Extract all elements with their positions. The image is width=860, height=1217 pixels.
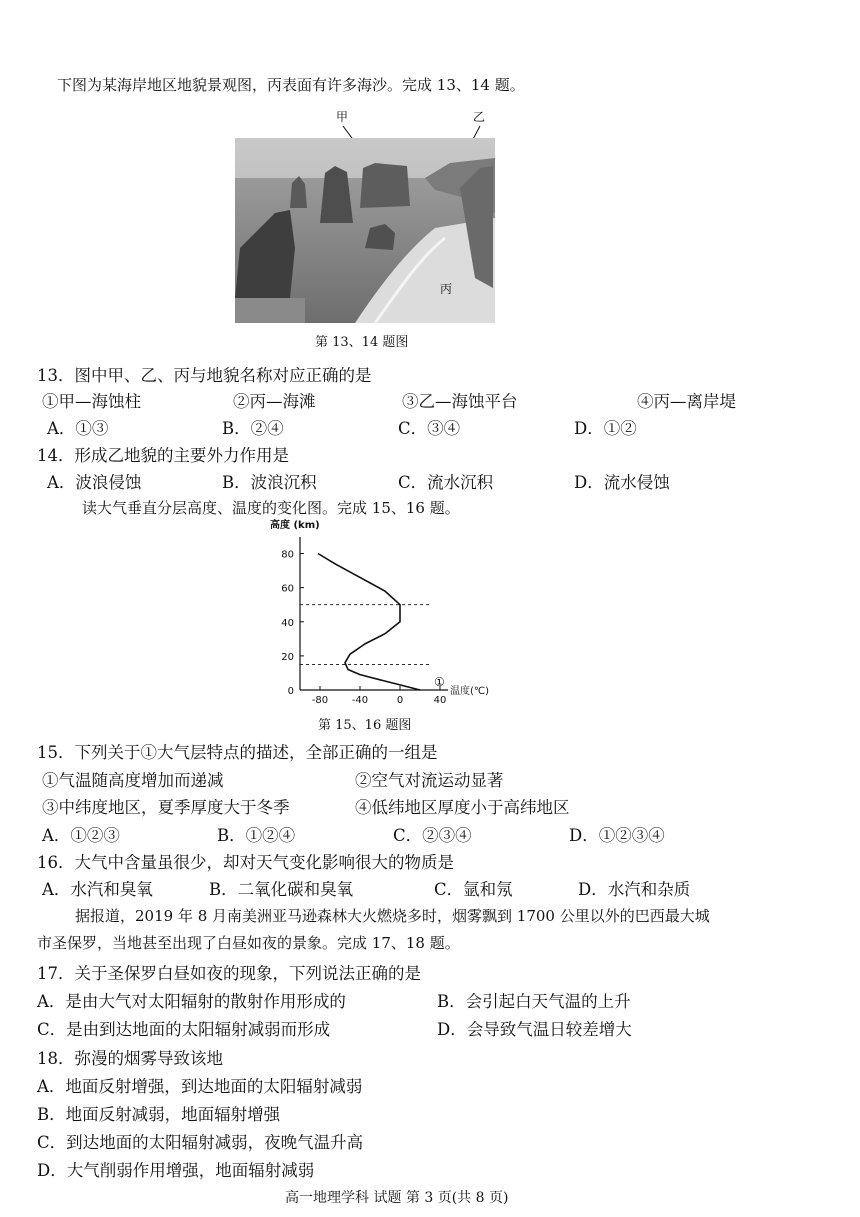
q15-item-3: ③中纬度地区，夏季厚度大于冬季 bbox=[42, 798, 290, 817]
q13-item-4: ④丙—离岸堤 bbox=[637, 392, 736, 411]
q14-option-a[interactable]: A．波浪侵蚀 bbox=[47, 473, 142, 492]
layer-marker: ① bbox=[434, 675, 445, 689]
q17-option-d[interactable]: D．会导致气温日较差增大 bbox=[437, 1020, 632, 1039]
y-tick-label: 20 bbox=[281, 651, 294, 663]
coast-photo bbox=[235, 138, 495, 323]
q16-option-a[interactable]: A．水汽和臭氧 bbox=[42, 880, 153, 899]
chart-caption: 第 15、16 题图 bbox=[318, 718, 412, 733]
intro-17-18-line1: 据报道，2019 年 8 月南美洲亚马逊森林大火燃烧多时，烟雾飘到 1700 公里以外的巴西最大城 bbox=[75, 907, 710, 925]
q13-item-3: ③乙—海蚀平台 bbox=[402, 392, 518, 411]
y-tick-label: 0 bbox=[287, 686, 294, 697]
q15-item-4: ④低纬地区厚度小于高纬地区 bbox=[355, 798, 570, 817]
q17-option-c[interactable]: C．是由到达地面的太阳辐射减弱而形成 bbox=[37, 1020, 331, 1039]
q17-option-a[interactable]: A．是由大气对太阳辐射的散射作用形成的 bbox=[37, 992, 346, 1011]
q18-option-c[interactable]: C．到达地面的太阳辐射减弱，夜晚气温升高 bbox=[37, 1133, 364, 1152]
atmosphere-chart bbox=[260, 515, 490, 710]
q13-item-2: ②丙—海滩 bbox=[233, 392, 316, 411]
q13-option-b[interactable]: B．②④ bbox=[222, 419, 284, 438]
q14-option-c[interactable]: C．流水沉积 bbox=[398, 473, 494, 492]
intro-13-14: 下图为某海岸地区地貌景观图，丙表面有许多海沙。完成 13、14 题。 bbox=[57, 76, 525, 94]
x-tick-label: 40 bbox=[433, 695, 447, 706]
q13-option-c[interactable]: C．③④ bbox=[398, 419, 461, 438]
y-tick-label: 60 bbox=[281, 583, 294, 595]
x-axis-label: 温度(℃) bbox=[450, 686, 490, 697]
q18-option-d[interactable]: D．大气削弱作用增强，地面辐射减弱 bbox=[37, 1161, 315, 1180]
photo-caption: 第 13、14 题图 bbox=[315, 335, 409, 350]
label-bing: 丙 bbox=[440, 282, 453, 296]
q16-option-c[interactable]: C．氩和氖 bbox=[434, 880, 513, 899]
label-jia: 甲 bbox=[336, 110, 349, 124]
intro-17-18-line2: 市圣保罗，当地甚至出现了白昼如夜的景象。完成 17、18 题。 bbox=[37, 934, 460, 952]
y-tick-label: 40 bbox=[281, 617, 294, 629]
q13-item-1: ①甲—海蚀柱 bbox=[42, 392, 141, 411]
q15-option-d[interactable]: D．①②③④ bbox=[569, 826, 665, 845]
q14-option-d[interactable]: D．流水侵蚀 bbox=[574, 473, 670, 492]
x-tick-label: -40 bbox=[351, 695, 369, 706]
q18-option-b[interactable]: B．地面反射减弱，地面辐射增强 bbox=[37, 1105, 281, 1124]
q13-option-a[interactable]: A．①③ bbox=[47, 419, 109, 438]
y-axis-label: 高度 (km) bbox=[270, 520, 320, 531]
q17-option-b[interactable]: B．会引起白天气温的上升 bbox=[437, 992, 631, 1011]
q15-option-b[interactable]: B．①②④ bbox=[217, 826, 296, 845]
q17-stem: 17．关于圣保罗白昼如夜的现象，下列说法正确的是 bbox=[37, 964, 421, 983]
q16-option-d[interactable]: D．水汽和杂质 bbox=[578, 880, 691, 899]
q15-option-c[interactable]: C．②③④ bbox=[393, 826, 472, 845]
x-tick-label: -80 bbox=[311, 695, 329, 706]
q15-option-a[interactable]: A．①②③ bbox=[42, 826, 120, 845]
q14-option-b[interactable]: B．波浪沉积 bbox=[222, 473, 317, 492]
q15-stem: 15．下列关于①大气层特点的描述，全部正确的一组是 bbox=[37, 743, 438, 762]
page-footer: 高一地理学科 试题 第 3 页(共 8 页) bbox=[285, 1190, 509, 1206]
x-tick-label: 0 bbox=[396, 695, 404, 706]
q14-stem: 14．形成乙地貌的主要外力作用是 bbox=[37, 446, 289, 465]
temperature-curve bbox=[318, 554, 420, 691]
q13-stem: 13．图中甲、乙、丙与地貌名称对应正确的是 bbox=[37, 366, 372, 385]
q18-stem: 18．弥漫的烟雾导致该地 bbox=[37, 1049, 223, 1068]
q13-option-d[interactable]: D．①② bbox=[574, 419, 637, 438]
intro-15-16: 读大气垂直分层高度、温度的变化图。完成 15、16 题。 bbox=[82, 499, 460, 517]
q15-item-2: ②空气对流运动显著 bbox=[355, 771, 504, 790]
q16-option-b[interactable]: B．二氧化碳和臭氧 bbox=[209, 880, 354, 899]
q18-option-a[interactable]: A．地面反射增强，到达地面的太阳辐射减弱 bbox=[37, 1077, 363, 1096]
q16-stem: 16．大气中含量虽很少，却对天气变化影响很大的物质是 bbox=[37, 853, 454, 872]
label-yi: 乙 bbox=[473, 110, 486, 124]
y-tick-label: 80 bbox=[281, 549, 294, 561]
q15-item-1: ①气温随高度增加而递减 bbox=[42, 771, 224, 790]
